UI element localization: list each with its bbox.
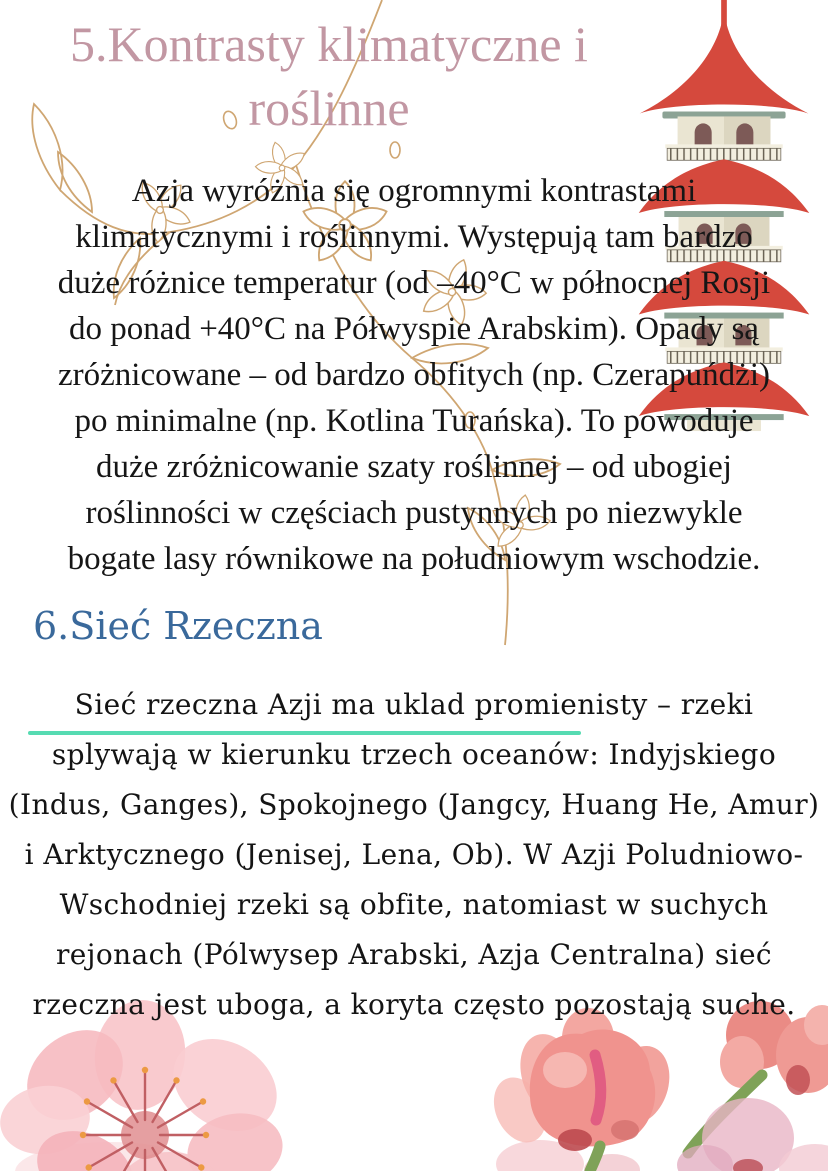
paragraph-line: klimatycznymi i roślinnymi. Występują tam bardzo	[75, 219, 753, 255]
paragraph-line: roślinności w częściach pustynnych po niezwykle	[85, 495, 743, 531]
paragraph-line: duże różnice temperatur (od –40°C w północnej Rosji	[57, 265, 771, 301]
paragraph-line: rzeczna jest uboga, a koryta często pozostają suche.	[32, 988, 796, 1021]
paragraph-line: zróżnicowane – od bardzo obfitych (np. Czerapuńdżi)	[58, 357, 770, 393]
section5-heading-line1: 5.Kontrasty klimatyczne i	[70, 16, 588, 72]
paragraph-line: splywają w kierunku trzech oceanów: Indyjskiego	[51, 738, 777, 771]
paragraph-line: i Arktycznego (Jenisej, Lena, Ob). W Azji Poludniowo-	[24, 838, 804, 871]
paragraph-line: rejonach (Pólwysep Arabski, Azja Centralna) sieć	[55, 938, 773, 971]
paragraph-line: duże zróżnicowanie szaty roślinnej – od ubogiej	[96, 449, 732, 485]
paragraph-line: Azja wyróżnia się ogromnymi kontrastami	[131, 173, 697, 209]
paragraph-line: bogate lasy równikowe na południowym wschodzie.	[67, 541, 761, 577]
paragraph-line: (Indus, Ganges), Spokojnego (Jangcy, Huang He, Amur)	[8, 788, 820, 821]
paragraph-line: do ponad +40°C na Półwyspie Arabskim). Opady są	[69, 311, 759, 347]
section5-heading-line2: roślinne	[248, 80, 410, 136]
paragraph-line: Wschodniej rzeki są obfite, natomiast w suchych	[59, 888, 769, 921]
section5-paragraph	[0, 168, 828, 582]
paragraph-line: Sieć rzeczna Azji ma uklad promienisty – rzeki	[74, 688, 754, 721]
section6-heading: 6.Sieć Rzeczna	[33, 604, 323, 648]
paragraph-line: po minimalne (np. Kotlina Turańska). To powoduje	[74, 403, 754, 439]
section5-heading	[4, 12, 654, 140]
section6-paragraph	[0, 680, 828, 1030]
